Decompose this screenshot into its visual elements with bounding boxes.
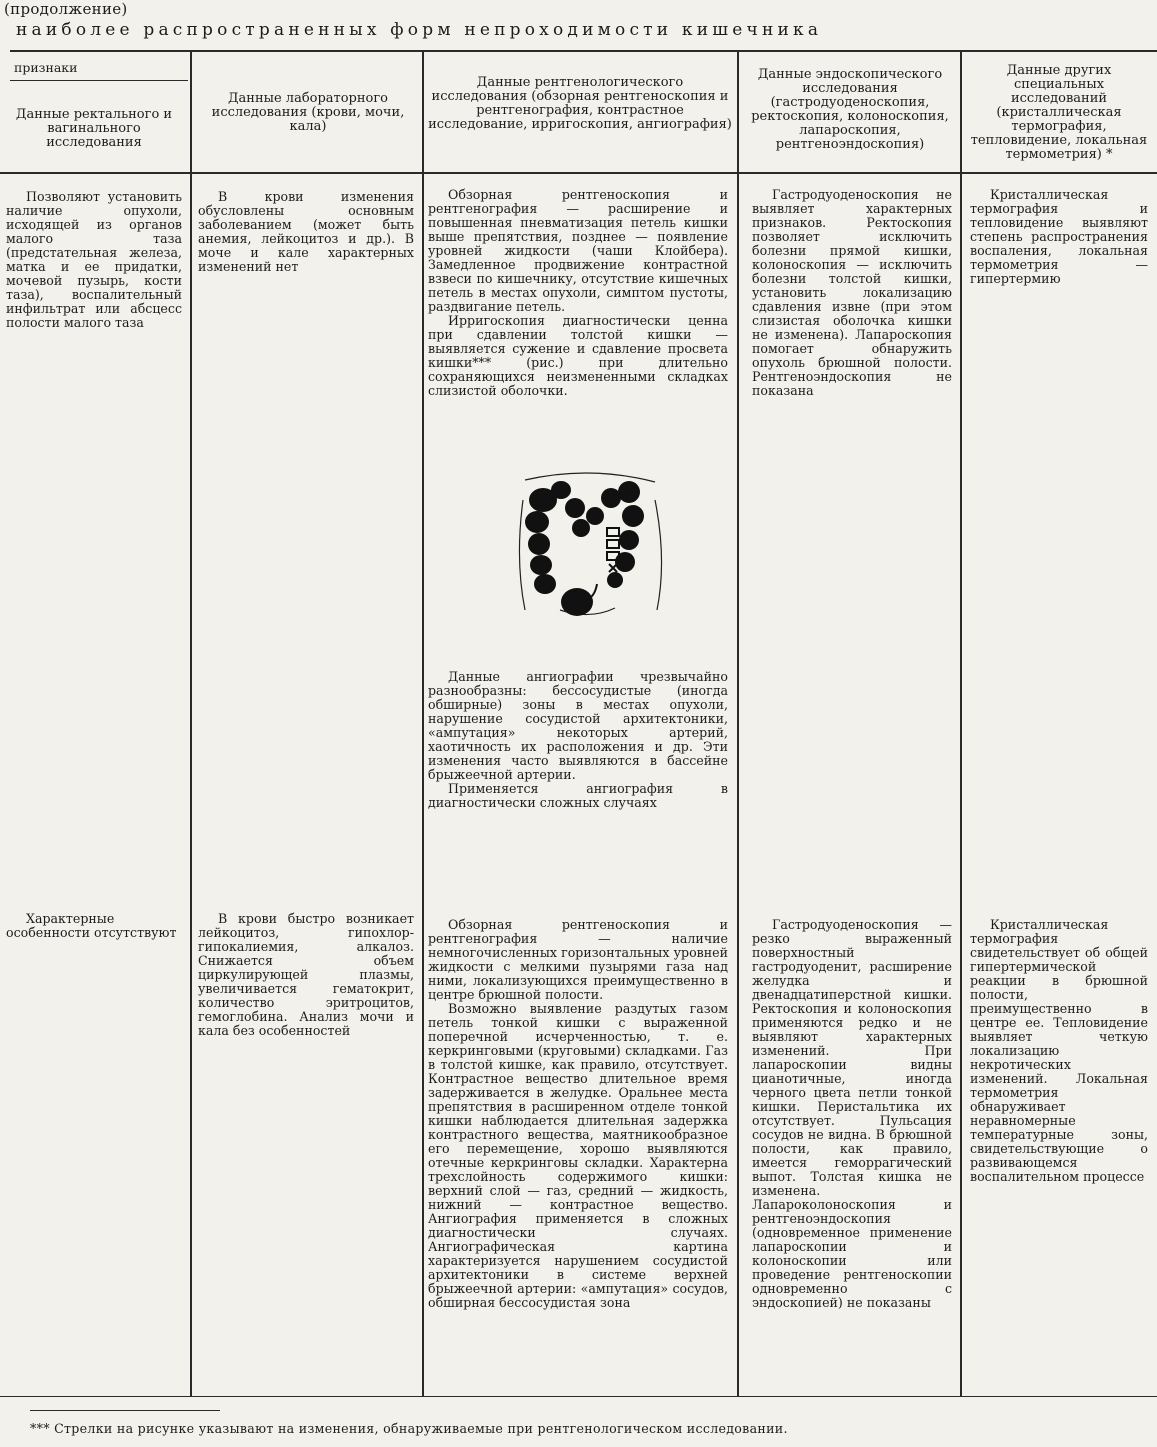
row1-endo-cell <box>752 188 952 398</box>
cell-text: Обзорная рентгеноскопия и рентгенография — наличие немногочисленных горизонтальных уровней жидкости с мелкими пузырями газа над ними, локализующихся преимущественно в центре брюшной полости. <box>428 917 728 1002</box>
cell-text: Кристаллическая термография и тепловидение выявляют степень распространения воспаления, локальная термометрия — гипертермию <box>970 187 1148 286</box>
header-lab: Данные лабораторного исследования (крови, мочи, кала) <box>211 91 405 134</box>
footnote: *** Стрелки на рисунке указывают на изменения, обнаруживаемые при рентгенологическом исследовании. <box>30 1421 788 1436</box>
header-xray: Данные рентгенологического исследования (обзорная рентгеноскопия и рентгенография, контрастное исследование, ирригоскопия, ангиография) <box>428 75 732 132</box>
top-rule <box>10 50 1157 52</box>
cell-text: Гастродуоденоскопия — резко выраженный поверхностный гастродуоденит, расширение желудка и двенадцатиперстной кишки. Ректоскопия и колоноскопия применяются редко и не выявляют характерных изменений. При лапароскопии видны цианотичные, иногда черного цвета петли тонкой кишки. Перистальтика их отсутствует. Пульсация сосудов не видна. В брюшной полости, как правило, имеется геморрагический выпот. Толстая кишка не изменена. Лапароколоноскопия и рентгеноэндоскопия (одновременное применение лапароскопии и колоноскопии или проведение рентгеноскопии одновременно с эндоскопией) не показаны <box>752 917 952 1310</box>
cell-text: Позволяют установить наличие опухоли, исходящей из органов малого таза (предстательная железа, матка и ее придатки, мочевой пузырь, кости таза), воспалительный инфильтрат или абсцесс полости малого таза <box>6 189 182 330</box>
footnote-rule <box>30 1410 220 1411</box>
cell-text: Кристаллическая термография свидетельствует об общей гипертермической реакции в брюшной полости, преимущественно в центре ее. Тепловидение выявляет четкую локализацию некротических изменений. Локальная термометрия обнаруживает неравномерные температурные зоны, свидетельствующие о развивающемся воспалительном процессе <box>970 917 1148 1184</box>
row1-rectal-cell <box>6 190 182 330</box>
row2-other-cell <box>970 918 1148 1184</box>
row2-lab-cell <box>198 912 414 1038</box>
continuation-label: (продолжение) <box>4 0 128 18</box>
row1-xray-cell-top <box>428 188 728 398</box>
header-rectal: Данные ректального и вагинального исследования <box>15 107 173 150</box>
cell-text: Ирригоскопия диагностически ценна при сдавлении толстой кишки — выявляется сужение и сдавление просвета кишки*** (рис.) при длительно сохраняющихся неизмененными складках слизистой оболочки. <box>428 313 728 398</box>
row2-rectal-cell <box>6 912 182 940</box>
cell-text: Применяется ангиография в диагностически сложных случаях <box>428 781 728 810</box>
header-other: Данные других специальных исследований (кристаллическая термография, тепловидение, локальная термометрия) * <box>970 63 1148 162</box>
row1-xray-cell-bottom <box>428 670 728 810</box>
bottom-rule <box>0 1396 1157 1397</box>
row1-lab-cell <box>198 190 414 274</box>
cell-text: Характерные особенности отсутствуют <box>6 911 177 940</box>
group-underline <box>10 80 188 81</box>
cell-text: Обзорная рентгеноскопия и рентгенография — расширение и повышенная пневматизация петель кишки выше препятствия, позднее — появление уровней жидкости (чаши Клойбера). Замедленное продвижение контрастной взвеси по кишечнику, отсутствие кишечных петель в местах опухоли, симптом пустоты, раздвигание петель. <box>428 187 728 314</box>
colon-irrigoscopy-figure <box>515 460 665 620</box>
column-divider <box>190 52 192 1396</box>
group-label: признаки <box>14 60 78 75</box>
table-title: наиболее распространенных форм непроходимости кишечника <box>16 20 823 40</box>
cell-text: Гастродуоденоскопия не выявляет характерных признаков. Ректоскопия позволяет исключить болезни прямой кишки, колоноскопия — исключить болезни толстой кишки, установить локализацию сдавления извне (при этом слизистая оболочка кишки не изменена). Лапароскопия помогает обнаружить опухоль брюшной полости. Рентгеноэндоскопия не показана <box>752 187 952 398</box>
row2-xray-cell <box>428 918 728 1310</box>
column-divider <box>737 52 739 1396</box>
header-endo: Данные эндоскопического исследования (гастродуоденоскопия, ректоскопия, колоноскопия, лапароскопия, рентгеноэндоскопия) <box>751 67 949 152</box>
cell-text: Возможно выявление раздутых газом петель тонкой кишки с выраженной поперечной исчерченностью, т. е. керкринговыми (круговыми) складками. Газ в толстой кишке, как правило, отсутствует. Контрастное вещество длительное время задерживается в желудке. Оральнее места препятствия в расширенном отделе тонкой кишки наблюдается длительная задержка контрастного вещества, маятникообразное его перемещение, хорошо выявляются отечные керкринговы складки. Характерна трехслойность содержимого кишки: верхний слой — газ, средний — жидкость, нижний — контрастное вещество. Ангиография применяется в сложных диагностически случаях. Ангиографическая картина характеризуется нарушением сосудистой архитектоники в системе верхней брыжеечной артерии: «ампутация» сосудов, обширная бессосудистая зона <box>428 1001 728 1310</box>
column-divider <box>422 52 424 1396</box>
cell-text: В крови изменения обусловлены основным заболеванием (может быть анемия, лейкоцитоз и др.). В моче и кале характерных изменений нет <box>198 189 414 274</box>
column-divider <box>960 52 962 1396</box>
cell-text: В крови быстро возникает лейкоцитоз, гипохлор-гипокалиемия, алкалоз. Снижается объем циркулирующей плазмы, увеличивается гематокрит, количество эритроцитов, гемоглобина. Анализ мочи и кала без особенностей <box>198 911 414 1038</box>
row1-other-cell <box>970 188 1148 286</box>
cell-text: Данные ангиографии чрезвычайно разнообразны: бессосудистые (иногда обширные) зоны в местах опухоли, нарушение сосудистой архитектоники, «ампутация» некоторых артерий, хаотичность их расположения и др. Эти изменения часто выявляются в бассейне брыжеечной артерии. <box>428 669 728 782</box>
row2-endo-cell <box>752 918 952 1310</box>
header-bottom-rule <box>0 172 1157 174</box>
